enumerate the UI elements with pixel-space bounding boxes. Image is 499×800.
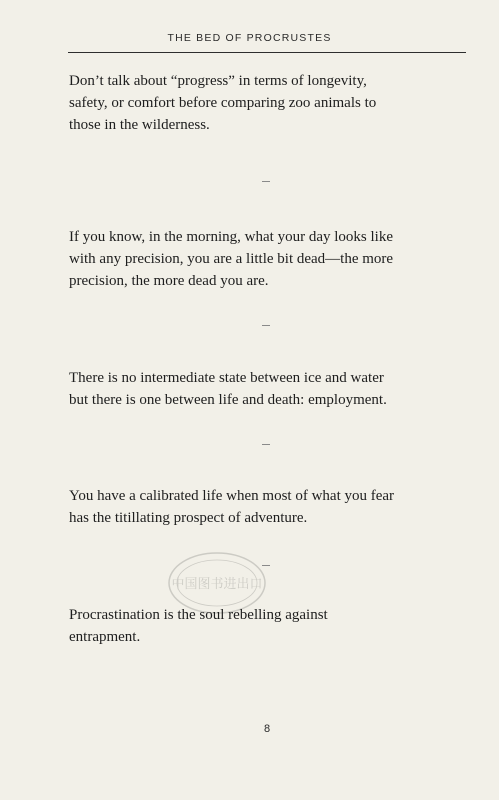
header-rule [68, 52, 466, 53]
aphorism-line: precision, the more dead you are. [69, 273, 269, 289]
aphorism-line: with any precision, you are a little bit dead—the more [69, 251, 394, 267]
aphorism-line: safety, or comfort before comparing zoo animals to [69, 95, 377, 111]
section-separator [262, 325, 270, 326]
aphorism-3 [69, 367, 464, 411]
running-head: THE BED OF PROCRUSTES [167, 32, 332, 44]
aphorism-line: If you know, in the morning, what your day looks like [69, 229, 393, 245]
aphorism-line: You have a calibrated life when most of what you fear [69, 488, 395, 504]
aphorism-line: those in the wilderness. [69, 117, 210, 133]
aphorism-line: but there is one between life and death: employment. [69, 392, 387, 408]
aphorism-2 [69, 226, 464, 292]
section-separator [262, 181, 270, 182]
page-number: 8 [263, 723, 271, 735]
aphorism-4 [69, 485, 464, 529]
section-separator [262, 565, 270, 566]
aphorism-line: Procrastination is the soul rebelling against [69, 607, 328, 623]
aphorism-line: Don’t talk about “progress” in terms of longevity, [69, 73, 367, 89]
aphorism-line: entrapment. [69, 629, 141, 645]
aphorism-1 [69, 70, 464, 136]
aphorism-5 [69, 604, 464, 648]
stamp-text: 中国图书进出口 [171, 577, 263, 592]
aphorism-line: There is no intermediate state between ice and water [69, 370, 384, 386]
section-separator [262, 444, 270, 445]
aphorism-line: has the titillating prospect of adventure. [69, 510, 308, 526]
